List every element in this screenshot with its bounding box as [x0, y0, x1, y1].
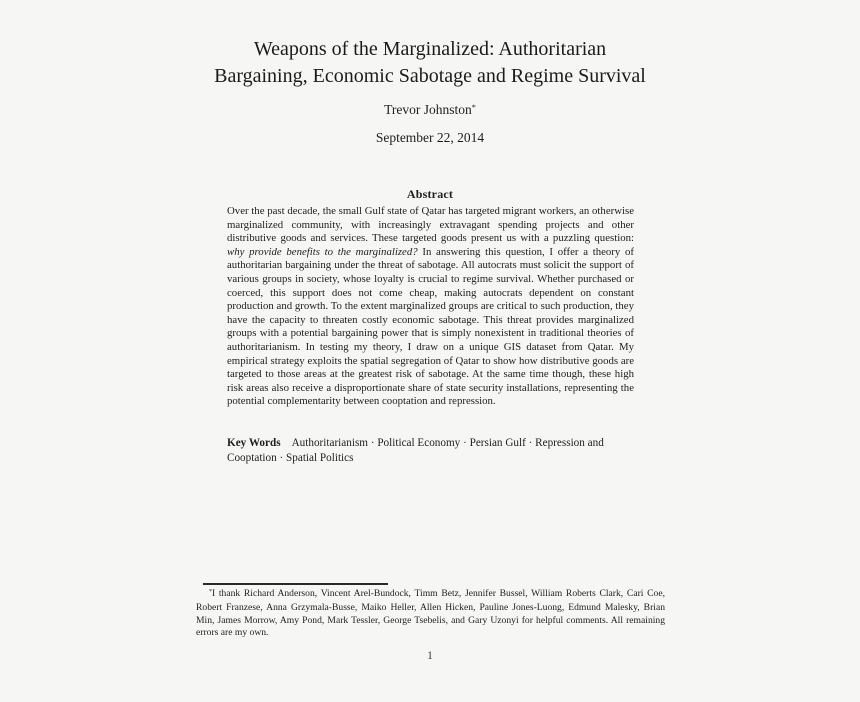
- author-line: [0, 102, 860, 118]
- abstract-text-lead: Over the past decade, the small Gulf state of Qatar has targeted migrant workers, an otherwise marginalized community, with increasingly extravagant spending projects and other distributive goods and services. These targeted goods present us with a puzzling question:: [227, 205, 634, 245]
- keywords-line: [227, 436, 634, 465]
- author-name: Trevor Johnston: [384, 102, 472, 117]
- paper-title-line1: Weapons of the Marginalized: Authoritarian: [253, 38, 607, 60]
- paper-title: [0, 36, 860, 90]
- footnote-marker: *: [209, 589, 212, 596]
- author-footnote-marker: *: [471, 103, 476, 113]
- abstract-text-rest: In answering this question, I offer a theory of authoritarian bargaining under the threat of sabotage. All autocrats must solicit the support of various groups in society, whose loyalty is crucial to regime survival. Whether purchased or coerced, this support does not come cheap, making autocrats dependent on constant production and growth. To the extent marginalized groups are critical to such production, they have the capacity to threaten costly economic sabotage. This threat provides marginalized groups with a potential bargaining power that is simply nonexistent in traditional theories of authoritarianism. In testing my theory, I draw on a unique GIS dataset from Qatar. My empirical strategy exploits the spatial segregation of Qatar to show how distributive goods are targeted to those areas at the greatest risk of sabotage. At the same time though, these high risk areas also receive a disproportionate share of state security installations, representing the potential complementarity between cooptation and repression.: [227, 245, 634, 408]
- abstract-heading: Abstract: [406, 187, 454, 201]
- abstract-text-italic: why provide benefits to the marginalized?: [227, 245, 418, 258]
- abstract-body: [227, 205, 634, 409]
- keywords-text: Authoritarianism · Political Economy · Persian Gulf · Repression and Cooptation · Spatial Politics: [227, 437, 604, 464]
- footnote-body: I thank Richard Anderson, Vincent Arel-Bundock, Timm Betz, Jennifer Bussel, William Roberts Clark, Cari Coe, Robert Franzese, Anna Grzymala-Busse, Maiko Heller, Allen Hicken, Pauline Jones-Luong, Edmund Malesky, Brian Min, James Morrow, Amy Pond, Mark Tessler, George Tsebelis, and Gary Uzonyi for helpful comments. All remaining errors are my own.: [196, 588, 665, 639]
- keywords-label: Key Words: [227, 437, 281, 449]
- paper-date: September 22, 2014: [375, 130, 485, 145]
- footnote-text: [196, 588, 665, 640]
- footnote-rule: [203, 583, 388, 585]
- page-number: 1: [427, 650, 433, 662]
- paper-title-line2: Bargaining, Economic Sabotage and Regime Survival: [214, 65, 646, 87]
